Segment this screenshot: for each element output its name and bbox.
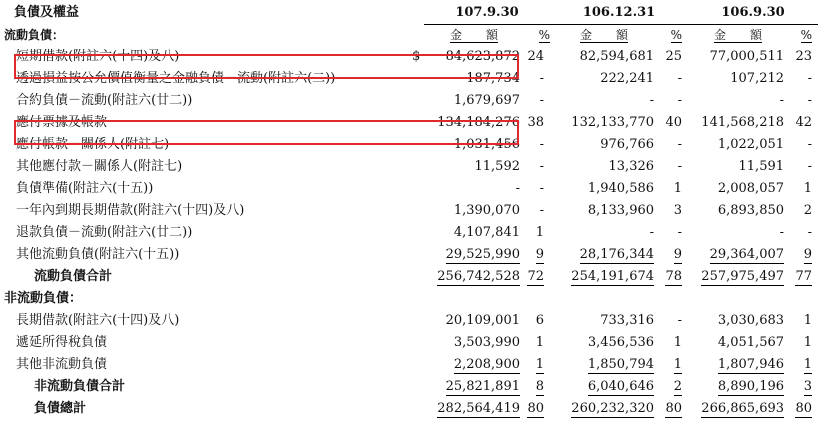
table-row: [4, 332, 818, 354]
amount-cell: 1,022,051: [717, 137, 785, 152]
table-row: [4, 200, 818, 222]
pct-cell: 23: [795, 49, 813, 64]
pct-cell: 9: [673, 247, 683, 262]
amount-cell: 77,000,511: [709, 49, 785, 64]
amount-cell: 1,031,456: [453, 137, 520, 152]
row-label: 其他流動負債(附註六(十五)): [16, 247, 180, 262]
pct-cell: 77: [795, 269, 813, 284]
row-label: 長期借款(附註六(十四)及八): [16, 313, 180, 328]
pct-cell: 1: [803, 357, 813, 372]
section-current-header: 流動負債：: [4, 28, 65, 42]
amount-cell: 8,890,196: [717, 379, 785, 394]
table-row: [4, 156, 818, 178]
row-label: 一年內到期長期借款(附註六(十四)及八): [16, 203, 245, 218]
pct-cell: 8: [535, 379, 545, 394]
amount-cell: 3,456,536: [587, 335, 655, 350]
period-date-1: 107.9.30: [424, 2, 550, 24]
amount-cell: 1,390,070: [453, 203, 520, 218]
amount-cell: 29,525,990: [445, 247, 520, 262]
row-label: 合約負債－流動(附註六(廿二)): [16, 93, 193, 108]
period-date-3: 106.9.30: [688, 2, 818, 24]
pct-cell: 80: [665, 401, 683, 416]
amount-cell: 1,940,586: [587, 181, 655, 196]
amount-cell: 3,503,990: [453, 335, 520, 350]
pct-cell: -: [539, 137, 545, 152]
currency-symbol: $: [412, 49, 421, 64]
row-label: 非流動負債合計: [34, 379, 126, 394]
amount-cell: -: [649, 93, 655, 108]
pct-cell: 9: [535, 247, 545, 262]
amount-cell: 11,591: [738, 159, 785, 174]
amount-cell: 134,184,276: [437, 115, 520, 130]
amount-cell: 256,742,528: [437, 269, 520, 284]
pct-cell: 2: [673, 379, 683, 394]
amount-cell: 13,326: [608, 159, 655, 174]
amount-cell: 257,975,497: [701, 269, 785, 284]
amount-cell: 976,766: [600, 137, 655, 152]
amount-cell: 1,807,946: [717, 357, 785, 372]
pct-cell: -: [807, 225, 813, 240]
header-date-row: [4, 2, 818, 24]
amount-cell: 25,821,891: [445, 379, 520, 394]
pct-label-2: %: [670, 28, 683, 43]
total-row: [4, 398, 818, 420]
pct-cell: -: [539, 181, 545, 196]
pct-cell: -: [677, 313, 683, 328]
pct-cell: 2: [803, 203, 813, 218]
pct-cell: 80: [795, 401, 813, 416]
amount-cell: 4,107,841: [453, 225, 520, 240]
pct-cell: 1: [803, 335, 813, 350]
table-row: [4, 178, 818, 200]
pct-cell: 3: [803, 379, 813, 394]
pct-label-3: %: [800, 28, 813, 43]
pct-cell: 40: [665, 115, 683, 130]
amount-cell: 11,592: [474, 159, 520, 174]
section-noncurrent-header: 非流動負債：: [4, 291, 83, 306]
row-label: 退款負債－流動(附註六(廿二)): [16, 225, 193, 240]
pct-cell: 9: [803, 247, 813, 262]
pct-cell: 1: [803, 181, 813, 196]
amount-label-1: 金 額: [449, 28, 498, 43]
row-label: 其他應付款－關係人(附註七): [16, 159, 183, 174]
table-row: [4, 90, 818, 112]
pct-cell: 25: [665, 49, 683, 64]
amount-cell: 2,208,900: [453, 357, 520, 372]
row-label: 負債準備(附註六(十五)): [16, 181, 154, 196]
amount-cell: 1,850,794: [587, 357, 655, 372]
pct-cell: 72: [527, 269, 545, 284]
pct-cell: -: [807, 159, 813, 174]
subtotal-row: [4, 376, 818, 398]
amount-label-2: 金 額: [580, 28, 629, 43]
pct-cell: -: [807, 71, 813, 86]
amount-cell: 29,364,007: [709, 247, 785, 262]
amount-cell: 28,176,344: [579, 247, 655, 262]
row-label: 應付帳款－關係人(附註七): [16, 137, 170, 152]
section-row: [4, 288, 818, 310]
pct-cell: 1: [803, 313, 813, 328]
amount-cell: 2,008,057: [717, 181, 785, 196]
highlight-box-short-term-borrowings: [14, 54, 519, 79]
amount-cell: 6,893,850: [717, 203, 785, 218]
pct-cell: 1: [673, 357, 683, 372]
amount-cell: -: [779, 93, 785, 108]
amount-cell: 282,564,419: [437, 401, 520, 416]
pct-cell: -: [539, 159, 545, 174]
pct-cell: 80: [527, 401, 545, 416]
table-row: [4, 244, 818, 266]
amount-label-3: 金 額: [714, 28, 763, 43]
pct-cell: 3: [673, 203, 683, 218]
pct-cell: -: [677, 225, 683, 240]
pct-cell: -: [539, 93, 545, 108]
pct-cell: 42: [795, 115, 813, 130]
pct-cell: -: [807, 137, 813, 152]
amount-cell: 20,109,001: [445, 313, 520, 328]
pct-cell: -: [539, 71, 545, 86]
amount-cell: 266,865,693: [701, 401, 785, 416]
period-date-2: 106.12.31: [550, 2, 688, 24]
pct-cell: -: [677, 71, 683, 86]
table-row: [4, 354, 818, 376]
pct-cell: 1: [535, 225, 545, 240]
pct-cell: 38: [527, 115, 545, 130]
amount-cell: -: [649, 225, 655, 240]
amount-cell: 254,191,674: [571, 269, 655, 284]
pct-cell: -: [677, 93, 683, 108]
pct-cell: 78: [665, 269, 683, 284]
pct-cell: 24: [527, 49, 545, 64]
row-label: 透過損益按公允價值衡量之金融負債－流動(附註六(二)): [16, 71, 336, 86]
amount-cell: 107,212: [730, 71, 785, 86]
pct-cell: -: [539, 203, 545, 218]
row-label: 應付票據及帳款: [16, 115, 108, 130]
pct-cell: -: [677, 159, 683, 174]
highlight-box-notes-accounts-payable: [14, 120, 519, 145]
amount-cell: -: [515, 181, 520, 196]
pct-cell: 6: [535, 313, 545, 328]
amount-cell: 3,030,683: [717, 313, 785, 328]
amount-cell: 733,316: [600, 313, 655, 328]
row-label: 流動負債合計: [34, 269, 113, 284]
pct-cell: -: [677, 137, 683, 152]
subtotal-row: [4, 266, 818, 288]
pct-cell: 1: [673, 335, 683, 350]
pct-cell: 1: [535, 357, 545, 372]
header-sub-row: [4, 24, 818, 46]
amount-cell: 1,679,697: [453, 93, 520, 108]
table-row: [4, 310, 818, 332]
amount-cell: 84,623,872: [445, 49, 520, 64]
amount-cell: 4,051,567: [717, 335, 785, 350]
header-title: 負債及權益: [14, 5, 80, 20]
row-label: 遞延所得稅負債: [16, 335, 108, 350]
amount-cell: 8,133,960: [587, 203, 655, 218]
pct-cell: -: [807, 93, 813, 108]
row-label: 負債總計: [34, 401, 87, 416]
amount-cell: 132,133,770: [571, 115, 655, 130]
table-row: [4, 222, 818, 244]
amount-cell: 222,241: [600, 71, 655, 86]
pct-cell: 1: [535, 335, 545, 350]
pct-cell: 1: [673, 181, 683, 196]
amount-cell: 6,040,646: [587, 379, 655, 394]
amount-cell: 187,734: [466, 71, 520, 86]
row-label: 其他非流動負債: [16, 357, 108, 372]
amount-cell: 82,594,681: [579, 49, 655, 64]
amount-cell: 260,232,320: [571, 401, 655, 416]
pct-label-1: %: [538, 28, 551, 43]
amount-cell: 141,568,218: [701, 115, 785, 130]
amount-cell: -: [779, 225, 785, 240]
row-label: 短期借款(附註六(十四)及八): [16, 49, 180, 64]
